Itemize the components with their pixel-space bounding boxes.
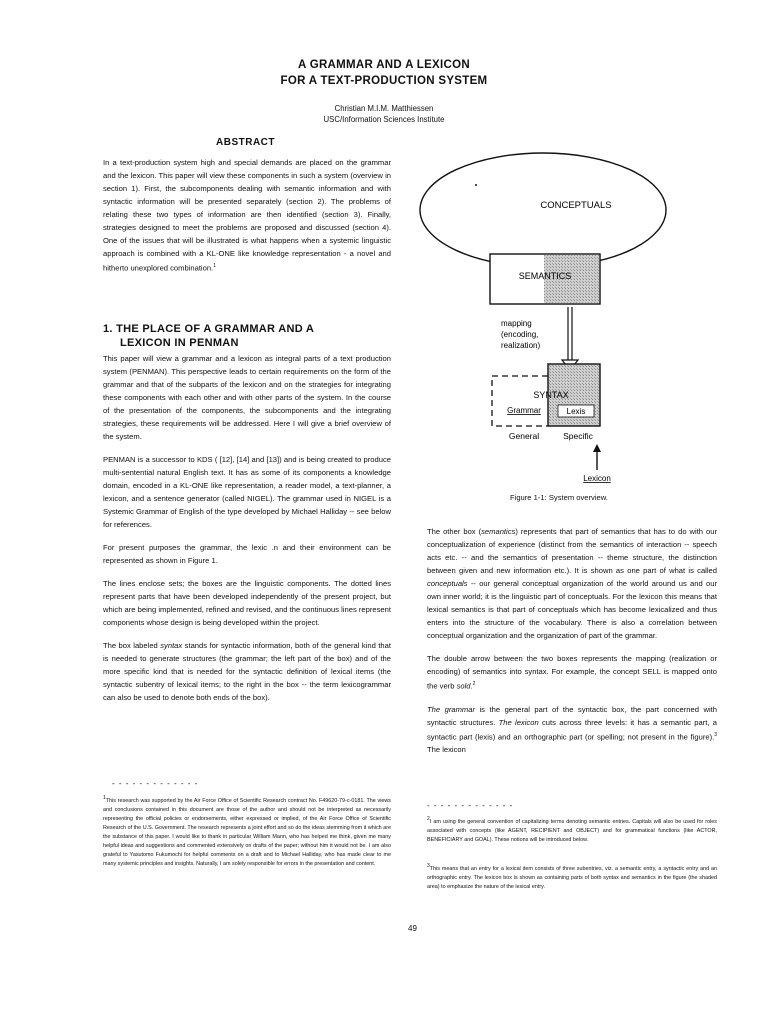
realization-label: realization)	[501, 341, 541, 350]
lexicon-arrow-head	[593, 444, 601, 452]
encoding-label: (encoding,	[501, 330, 539, 339]
lexicon-label: Lexicon	[583, 474, 611, 483]
specific-label: Specific	[563, 431, 593, 441]
right-paragraph-2: The double arrow between the two boxes represents the mapping (realization or encoding) of semantics into syntax. For example, the concept SELL is mapped onto the verb sold.$^2$	[427, 654, 717, 691]
author-affiliation: USC/Information Sciences Institute	[323, 115, 445, 124]
footnote-2-mark: 2	[427, 816, 430, 822]
footnote-1-mark: 1	[103, 795, 106, 801]
left-column-body	[103, 352, 391, 704]
abstract-heading: ABSTRACT	[216, 137, 275, 148]
right-column-body	[427, 525, 717, 756]
footnote-3	[427, 862, 717, 892]
left-paragraph-3: For present purposes the grammar, the lexic .n and their environment can be represented as shown in Figure 1.	[103, 543, 391, 565]
footnote-separator-right: - - - - - - - - - - - - -	[427, 801, 514, 810]
author-name: Christian M.I.M. Matthiessen	[334, 104, 434, 113]
conceptuals-label: CONCEPTUALS	[540, 200, 612, 211]
left-paragraph-4: The lines enclose sets; the boxes are the linguistic components. The dotted lines represent parts that have been developed independently of the present project, but which are being implemented, refined and revised, and the continuous lines represent components whose design is being developed within the project.	[103, 579, 391, 627]
left-paragraph-1: This paper will view a grammar and a lexicon as integral parts of a text production system (PENMAN). This perspective leads to certain requirements on the form of the grammar and that of the subparts of the lexicon and on the strategies for integrating these components with each other and with other parts of the system. In the course of the presentation of the components, the subcomponents and the integrating strategies, these requirements will be addressed. Here I will give a brief overview of the system.	[103, 354, 391, 441]
footnote-1	[103, 794, 391, 869]
grammar-dashed-boundary	[492, 376, 548, 426]
right-paragraph-1: The other box (semantics) represents that part of semantics that has to do with our conceptualization of experience (distinct from the semantics of interaction -- speech acts etc. -- and the semantics of presentation -- theme structure, the distinction between given and new information etc.). It is shown as one part of what is called conceptuals -- our general conceptual organization of the world around us and our own inner world; it is the linguistic part of conceptuals. For the lexicon this means that lexical semantics is that part of conceptuals which has become lexicalized and thus enters into the structure of the vocabulary. There is also a correlation between conceptual organization and the organization of part of the grammar.	[427, 527, 717, 640]
paper-title-line2: FOR A TEXT-PRODUCTION SYSTEM	[280, 75, 488, 87]
grammar-label: Grammar	[507, 406, 541, 415]
right-paragraph-3: The grammar is the general part of the syntactic box, the part concerned with syntactic structures. The lexicon cuts across three levels: it has a semantic part, a syntactic part (lexis) and an orthographic part (or spelling; not present in the figure).$^3$ The lexicon	[427, 704, 717, 755]
figure-caption: Figure 1-1: System overview.	[510, 493, 608, 502]
mapping-label: mapping	[501, 319, 532, 328]
footnote-2-text: I am using the general convention of capitalizing terms denoting semantic entries. Capitals will also be used for roles associated with concepts (like AGENT, RECIPIENT and OBJECT) and for grammatical functions (like ACTOR, BENEFICIARY and GOAL). These notions will be introduced below.	[427, 818, 717, 843]
footnote-3-text: This means that an entry for a lexical item consists of three subentries, viz. a semantic entry, a syntactic entry and an orthographic entry. The lexicon box is shown as containing parts of both syntax and semantics in the figure (the shaded area) to emphasize the nature of the lexical entry.	[427, 865, 717, 890]
left-paragraph-2: PENMAN is a successor to KDS ( [12], [14] and [13]) and is being created to produce multi-sentential natural English text. It has as some of its components a knowledge domain, encoded in a KL-ONE like representation, a reader model, a text-planner, a lexicon, and a sentence generator (called NIGEL). The grammar used in NIGEL is a Systemic Grammar of English of the type developed by Michael Halliday -- see below for references.	[103, 455, 391, 529]
abstract-body	[103, 156, 391, 275]
semantics-label: SEMANTICS	[518, 271, 572, 281]
footnote-separator-left: - - - - - - - - - - - - -	[112, 779, 199, 788]
abstract-footnote-mark: 1	[213, 263, 216, 269]
footnote-3-mark: 3	[427, 863, 430, 869]
abstract-text: In a text-production system high and special demands are placed on the grammar and the lexicon. This paper will view these components in such a system (overview in section 1). First, the subcomponents dealing with semantic information and with syntactic information will be presented separately (section 2). The problems of relating these two types of information are then identified (section 3). Finally, strategies designed to meet the problems are proposed and discussed (section 4). One of the issues that will be illustrated is what happens when a systemic linguistic approach is combined with a KL-ONE like knowledge representation - a novel and hitherto unexplored combination.	[103, 158, 391, 273]
section1-heading-line2: LEXICON IN PENMAN	[120, 337, 239, 349]
syntax-label: SYNTAX	[533, 390, 569, 400]
section1-heading-line1: 1. THE PLACE OF A GRAMMAR AND A	[103, 323, 315, 335]
lexis-label: Lexis	[566, 407, 586, 416]
paper-title-line1: A GRAMMAR AND A LEXICON	[298, 59, 470, 71]
general-label: General	[508, 431, 540, 441]
left-paragraph-5: The box labeled syntax stands for syntactic information, both of the general kind that is needed to generate structures (the grammar; the left part of the box) and of the more specific kind that is needed for the syntactic definition of lexical items (the syntactic subentry of lexical items; to the right in the box -- the term lexicogrammar can also be used to denote both ends of the box).	[103, 641, 391, 702]
system-overview-figure	[418, 150, 678, 500]
page-number: 49	[408, 924, 417, 933]
footnote-1-text: This research was supported by the Air Force Office of Scientific Research contract No. F49620-79-c-0181. The views and conclusions contained in this document are those of the author and should not be interpreted as necessarily representing the official policies or endorsements, either expressed or implied, of the Air Force Office of Scientific Research of the U.S. Government. The research represents a joint effort and so do the ideas stemming from it which are the substance of this paper. I would like to thank in particular William Mann, who has helped me think, given me many helpful ideas and suggestions and commented extensively on drafts of the paper; without him it would not be. I am also grateful to Yasutomo Fukumochi for helpful comments on a draft and to Michael Halliday, who has made clear to me many systemic principles and insights. Naturally, I am solely responsible for errors in the presentation and content.	[103, 797, 391, 867]
footnote-2	[427, 815, 717, 845]
